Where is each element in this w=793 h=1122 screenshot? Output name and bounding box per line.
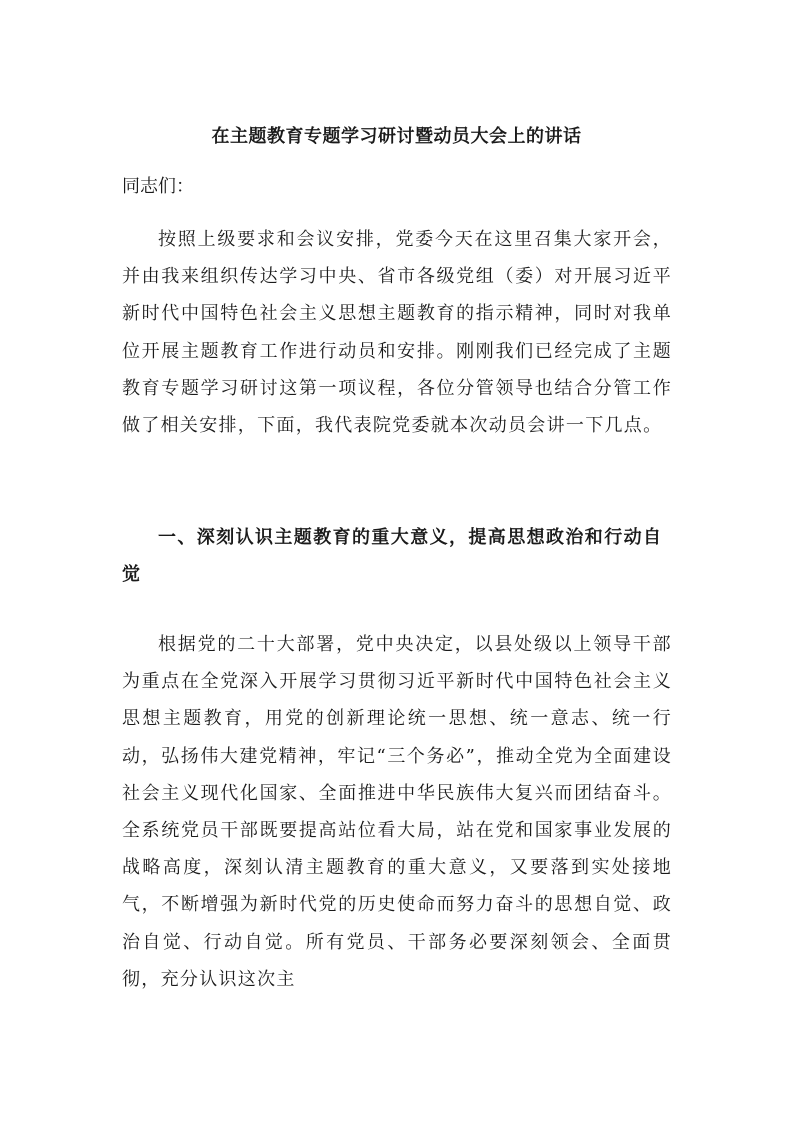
salutation: 同志们： bbox=[122, 176, 194, 197]
section-heading-1: 一、深刻认识主题教育的重大意义，提高思想政治和行动自觉 bbox=[122, 527, 663, 585]
paragraph-section-1: 根据党的二十大部署，党中央决定，以县处级以上领导干部为重点在全党深入开展学习贯彻习近平新时代中国特色社会主义思想主题教育，用党的创新理论统一思想、统一意志、统一行动，弘扬伟大建党精神，牢记“三个务必”，推动全党为全面建设社会主义现代化国家、全面推进中华民族伟大复兴而团结奋斗。全系统党员干部既要提高站位看大局，站在党和国家事业发展的战略高度，深刻认清主题教育的重大意义，又要落到实处接地气，不断增强为新时代党的历史使命而努力奋斗的思想自觉、政治自觉、行动自觉。所有党员、干部务必要深刻领会、全面贯彻，充分认识这次主 bbox=[122, 634, 672, 990]
paragraph-intro: 按照上级要求和会议安排，党委今天在这里召集大家开会，并由我来组织传达学习中央、省市各级党组（委）对开展习近平新时代中国特色社会主义思想主题教育的指示精神，同时对我单位开展主题教育工作进行动员和安排。刚刚我们已经完成了主题教育专题学习研讨这第一项议程，各位分管领导也结合分管工作做了相关安排，下面，我代表院党委就本次动员会讲一下几点。 bbox=[122, 229, 672, 437]
document-title: 在主题教育专题学习研讨暨动员大会上的讲话 bbox=[211, 126, 582, 147]
